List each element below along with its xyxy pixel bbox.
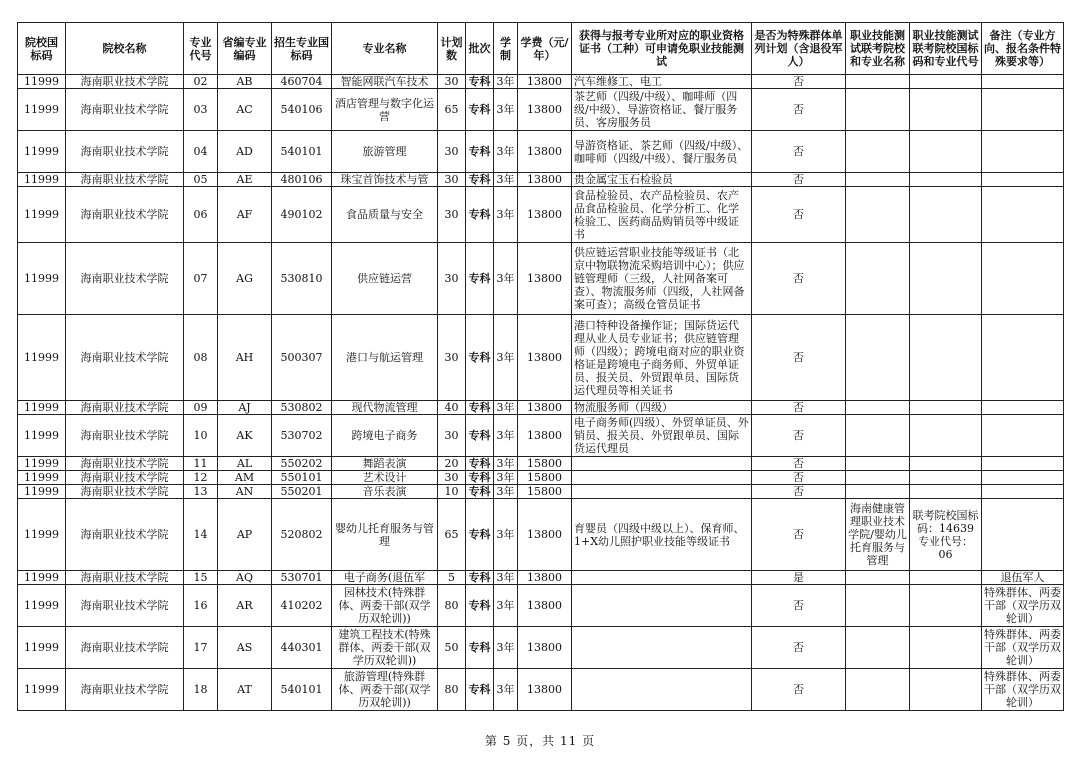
cell-province-major-code: AP bbox=[218, 499, 272, 571]
cell-joint-test-school: 海南健康管理职业技术学院/婴幼儿托育服务与管理 bbox=[846, 499, 910, 571]
header-major-number: 专业代号 bbox=[184, 23, 218, 75]
cell-province-major-code: AJ bbox=[218, 401, 272, 415]
cell-major-name: 珠宝首饰技术与管 bbox=[332, 173, 438, 187]
table-row bbox=[18, 243, 1064, 315]
cell-province-major-code: AQ bbox=[218, 571, 272, 585]
cell-tuition: 15800 bbox=[518, 471, 572, 485]
cell-tuition: 13800 bbox=[518, 187, 572, 243]
table-body bbox=[18, 75, 1064, 711]
cell-certificates: 汽车维修工、电工 bbox=[572, 75, 752, 89]
cell-remarks: 特殊群体、两委干部（双学历双轮训） bbox=[982, 669, 1064, 711]
cell-major-name: 婴幼儿托育服务与管理 bbox=[332, 499, 438, 571]
header-joint-test-code: 职业技能测试联考院校国标码和专业代号 bbox=[910, 23, 982, 75]
cell-tuition: 13800 bbox=[518, 315, 572, 401]
table-row bbox=[18, 571, 1064, 585]
cell-major-name: 园林技术(特殊群体、两委干部(双学历双轮训)) bbox=[332, 585, 438, 627]
cell-joint-test-code bbox=[910, 89, 982, 131]
cell-major-number: 17 bbox=[184, 627, 218, 669]
cell-batch: 专科 bbox=[466, 131, 494, 173]
cell-special-group: 否 bbox=[752, 585, 846, 627]
cell-joint-test-code bbox=[910, 627, 982, 669]
cell-remarks bbox=[982, 243, 1064, 315]
cell-plan-count: 5 bbox=[438, 571, 466, 585]
cell-major-national-code: 460704 bbox=[272, 75, 332, 89]
cell-remarks: 退伍军人 bbox=[982, 571, 1064, 585]
cell-tuition: 15800 bbox=[518, 457, 572, 471]
cell-province-major-code: AM bbox=[218, 471, 272, 485]
cell-duration: 3年 bbox=[494, 243, 518, 315]
cell-batch: 专科 bbox=[466, 457, 494, 471]
cell-joint-test-code bbox=[910, 457, 982, 471]
cell-school-name: 海南职业技术学院 bbox=[66, 585, 184, 627]
cell-school-name: 海南职业技术学院 bbox=[66, 75, 184, 89]
page-footer: 第 5 页，共 11 页 bbox=[484, 734, 596, 748]
header-batch: 批次 bbox=[466, 23, 494, 75]
cell-joint-test-code bbox=[910, 187, 982, 243]
cell-plan-count: 30 bbox=[438, 471, 466, 485]
cell-school-name: 海南职业技术学院 bbox=[66, 243, 184, 315]
cell-tuition: 13800 bbox=[518, 173, 572, 187]
cell-duration: 3年 bbox=[494, 627, 518, 669]
cell-remarks bbox=[982, 415, 1064, 457]
cell-school-code: 11999 bbox=[18, 243, 66, 315]
cell-certificates bbox=[572, 471, 752, 485]
cell-certificates bbox=[572, 457, 752, 471]
cell-joint-test-school bbox=[846, 627, 910, 669]
cell-remarks bbox=[982, 75, 1064, 89]
cell-school-code: 11999 bbox=[18, 485, 66, 499]
cell-plan-count: 65 bbox=[438, 499, 466, 571]
header-major-name: 专业名称 bbox=[332, 23, 438, 75]
cell-school-code: 11999 bbox=[18, 173, 66, 187]
cell-school-code: 11999 bbox=[18, 75, 66, 89]
cell-plan-count: 30 bbox=[438, 315, 466, 401]
header-special-group: 是否为特殊群体单列计划（含退役军人） bbox=[752, 23, 846, 75]
cell-major-number: 04 bbox=[184, 131, 218, 173]
cell-major-number: 13 bbox=[184, 485, 218, 499]
table-row bbox=[18, 75, 1064, 89]
header-remarks: 备注（专业方向、报名条件特殊要求等） bbox=[982, 23, 1064, 75]
cell-plan-count: 80 bbox=[438, 585, 466, 627]
cell-joint-test-code bbox=[910, 585, 982, 627]
header-school-code: 院校国标码 bbox=[18, 23, 66, 75]
cell-special-group: 否 bbox=[752, 131, 846, 173]
cell-batch: 专科 bbox=[466, 243, 494, 315]
cell-special-group: 否 bbox=[752, 75, 846, 89]
cell-school-name: 海南职业技术学院 bbox=[66, 457, 184, 471]
cell-joint-test-school bbox=[846, 485, 910, 499]
cell-certificates: 茶艺师（四级/中级）、咖啡师（四级/中级）、导游资格证、餐厅服务员、客房服务员 bbox=[572, 89, 752, 131]
cell-batch: 专科 bbox=[466, 415, 494, 457]
cell-province-major-code: AL bbox=[218, 457, 272, 471]
cell-remarks bbox=[982, 89, 1064, 131]
cell-plan-count: 30 bbox=[438, 131, 466, 173]
cell-special-group: 否 bbox=[752, 485, 846, 499]
cell-batch: 专科 bbox=[466, 471, 494, 485]
cell-province-major-code: AB bbox=[218, 75, 272, 89]
cell-plan-count: 30 bbox=[438, 187, 466, 243]
cell-province-major-code: AT bbox=[218, 669, 272, 711]
cell-school-name: 海南职业技术学院 bbox=[66, 89, 184, 131]
table-row bbox=[18, 131, 1064, 173]
cell-major-name: 旅游管理 bbox=[332, 131, 438, 173]
cell-major-national-code: 550201 bbox=[272, 485, 332, 499]
cell-duration: 3年 bbox=[494, 173, 518, 187]
cell-school-name: 海南职业技术学院 bbox=[66, 571, 184, 585]
cell-joint-test-code bbox=[910, 485, 982, 499]
cell-duration: 3年 bbox=[494, 669, 518, 711]
cell-province-major-code: AN bbox=[218, 485, 272, 499]
cell-batch: 专科 bbox=[466, 75, 494, 89]
cell-school-code: 11999 bbox=[18, 89, 66, 131]
cell-joint-test-school bbox=[846, 89, 910, 131]
cell-province-major-code: AR bbox=[218, 585, 272, 627]
cell-school-name: 海南职业技术学院 bbox=[66, 173, 184, 187]
header-province-major-code: 省编专业编码 bbox=[218, 23, 272, 75]
table-row bbox=[18, 173, 1064, 187]
cell-major-national-code: 520802 bbox=[272, 499, 332, 571]
cell-special-group: 否 bbox=[752, 187, 846, 243]
cell-school-code: 11999 bbox=[18, 131, 66, 173]
cell-remarks bbox=[982, 173, 1064, 187]
cell-major-number: 02 bbox=[184, 75, 218, 89]
cell-school-name: 海南职业技术学院 bbox=[66, 401, 184, 415]
cell-batch: 专科 bbox=[466, 315, 494, 401]
cell-joint-test-school bbox=[846, 571, 910, 585]
cell-major-national-code: 550202 bbox=[272, 457, 332, 471]
cell-special-group: 否 bbox=[752, 243, 846, 315]
cell-certificates bbox=[572, 571, 752, 585]
cell-certificates: 食品检验员、农产品检验员、农产品食品检验员、化学分析工、化学检验工、医药商品购销员等中级证书 bbox=[572, 187, 752, 243]
cell-school-name: 海南职业技术学院 bbox=[66, 415, 184, 457]
cell-joint-test-school bbox=[846, 131, 910, 173]
cell-major-national-code: 530810 bbox=[272, 243, 332, 315]
cell-major-national-code: 530702 bbox=[272, 415, 332, 457]
cell-duration: 3年 bbox=[494, 585, 518, 627]
cell-joint-test-school bbox=[846, 415, 910, 457]
table-header-row bbox=[18, 23, 1064, 75]
cell-major-national-code: 500307 bbox=[272, 315, 332, 401]
cell-batch: 专科 bbox=[466, 571, 494, 585]
cell-tuition: 13800 bbox=[518, 243, 572, 315]
cell-tuition: 13800 bbox=[518, 627, 572, 669]
cell-special-group: 否 bbox=[752, 471, 846, 485]
cell-major-name: 食品质量与安全 bbox=[332, 187, 438, 243]
cell-joint-test-code bbox=[910, 315, 982, 401]
cell-tuition: 13800 bbox=[518, 585, 572, 627]
cell-certificates: 电子商务师(四级）、外贸单证员、外销员、报关员、外贸跟单员、国际货运代理员 bbox=[572, 415, 752, 457]
cell-remarks bbox=[982, 471, 1064, 485]
cell-major-number: 08 bbox=[184, 315, 218, 401]
cell-plan-count: 65 bbox=[438, 89, 466, 131]
cell-school-name: 海南职业技术学院 bbox=[66, 499, 184, 571]
cell-special-group: 否 bbox=[752, 401, 846, 415]
cell-tuition: 13800 bbox=[518, 669, 572, 711]
cell-certificates bbox=[572, 669, 752, 711]
cell-major-number: 15 bbox=[184, 571, 218, 585]
cell-tuition: 13800 bbox=[518, 131, 572, 173]
cell-special-group: 否 bbox=[752, 173, 846, 187]
cell-province-major-code: AE bbox=[218, 173, 272, 187]
cell-joint-test-school bbox=[846, 173, 910, 187]
cell-major-name: 电子商务(退伍军 bbox=[332, 571, 438, 585]
cell-certificates: 港口特种设备操作证；国际货运代理从业人员专业证书；供应链管理师（四级）；跨境电商对应的职业资格证是跨境电子商务师、外贸单证员、报关员、外贸跟单员、国际货运代理员等相关证书 bbox=[572, 315, 752, 401]
cell-major-national-code: 440301 bbox=[272, 627, 332, 669]
cell-plan-count: 30 bbox=[438, 75, 466, 89]
cell-school-code: 11999 bbox=[18, 669, 66, 711]
cell-batch: 专科 bbox=[466, 89, 494, 131]
cell-major-national-code: 480106 bbox=[272, 173, 332, 187]
cell-duration: 3年 bbox=[494, 471, 518, 485]
cell-duration: 3年 bbox=[494, 75, 518, 89]
cell-duration: 3年 bbox=[494, 401, 518, 415]
cell-province-major-code: AF bbox=[218, 187, 272, 243]
cell-duration: 3年 bbox=[494, 131, 518, 173]
cell-province-major-code: AH bbox=[218, 315, 272, 401]
cell-remarks: 特殊群体、两委干部（双学历双轮训） bbox=[982, 627, 1064, 669]
cell-plan-count: 30 bbox=[438, 415, 466, 457]
table-row bbox=[18, 585, 1064, 627]
cell-major-name: 舞蹈表演 bbox=[332, 457, 438, 471]
cell-province-major-code: AC bbox=[218, 89, 272, 131]
cell-major-national-code: 410202 bbox=[272, 585, 332, 627]
cell-tuition: 13800 bbox=[518, 499, 572, 571]
cell-remarks bbox=[982, 499, 1064, 571]
table-row bbox=[18, 471, 1064, 485]
cell-major-name: 建筑工程技术(特殊群体、两委干部(双学历双轮训)) bbox=[332, 627, 438, 669]
header-tuition: 学费（元/年） bbox=[518, 23, 572, 75]
cell-major-number: 07 bbox=[184, 243, 218, 315]
cell-major-name: 酒店管理与数字化运营 bbox=[332, 89, 438, 131]
cell-joint-test-code bbox=[910, 571, 982, 585]
cell-plan-count: 20 bbox=[438, 457, 466, 471]
cell-joint-test-code bbox=[910, 131, 982, 173]
cell-special-group: 是 bbox=[752, 571, 846, 585]
cell-tuition: 15800 bbox=[518, 485, 572, 499]
cell-batch: 专科 bbox=[466, 485, 494, 499]
cell-batch: 专科 bbox=[466, 669, 494, 711]
table-row bbox=[18, 499, 1064, 571]
cell-remarks bbox=[982, 187, 1064, 243]
table-row bbox=[18, 627, 1064, 669]
table-row bbox=[18, 485, 1064, 499]
cell-major-number: 03 bbox=[184, 89, 218, 131]
cell-joint-test-code bbox=[910, 243, 982, 315]
cell-duration: 3年 bbox=[494, 571, 518, 585]
cell-major-name: 现代物流管理 bbox=[332, 401, 438, 415]
cell-school-code: 11999 bbox=[18, 627, 66, 669]
cell-certificates bbox=[572, 627, 752, 669]
cell-duration: 3年 bbox=[494, 315, 518, 401]
cell-duration: 3年 bbox=[494, 457, 518, 471]
header-joint-test-school: 职业技能测试联考院校和专业名称 bbox=[846, 23, 910, 75]
cell-joint-test-code: 联考院校国标码：14639专业代号：06 bbox=[910, 499, 982, 571]
cell-school-code: 11999 bbox=[18, 187, 66, 243]
cell-school-code: 11999 bbox=[18, 585, 66, 627]
cell-joint-test-school bbox=[846, 401, 910, 415]
cell-major-national-code: 530802 bbox=[272, 401, 332, 415]
cell-major-name: 智能网联汽车技术 bbox=[332, 75, 438, 89]
table-row bbox=[18, 89, 1064, 131]
cell-province-major-code: AK bbox=[218, 415, 272, 457]
cell-plan-count: 40 bbox=[438, 401, 466, 415]
table-row bbox=[18, 315, 1064, 401]
cell-province-major-code: AD bbox=[218, 131, 272, 173]
header-school-name: 院校名称 bbox=[66, 23, 184, 75]
cell-joint-test-code bbox=[910, 471, 982, 485]
cell-certificates bbox=[572, 485, 752, 499]
cell-major-national-code: 490102 bbox=[272, 187, 332, 243]
cell-certificates: 贵金属宝玉石检验员 bbox=[572, 173, 752, 187]
cell-remarks bbox=[982, 131, 1064, 173]
cell-special-group: 否 bbox=[752, 415, 846, 457]
cell-joint-test-school bbox=[846, 471, 910, 485]
cell-school-name: 海南职业技术学院 bbox=[66, 471, 184, 485]
cell-plan-count: 80 bbox=[438, 669, 466, 711]
cell-province-major-code: AG bbox=[218, 243, 272, 315]
cell-plan-count: 30 bbox=[438, 173, 466, 187]
cell-major-name: 供应链运营 bbox=[332, 243, 438, 315]
cell-major-name: 音乐表演 bbox=[332, 485, 438, 499]
cell-major-national-code: 550101 bbox=[272, 471, 332, 485]
cell-school-code: 11999 bbox=[18, 315, 66, 401]
cell-remarks bbox=[982, 485, 1064, 499]
cell-major-number: 09 bbox=[184, 401, 218, 415]
cell-school-name: 海南职业技术学院 bbox=[66, 315, 184, 401]
cell-duration: 3年 bbox=[494, 415, 518, 457]
cell-joint-test-code bbox=[910, 415, 982, 457]
cell-batch: 专科 bbox=[466, 499, 494, 571]
cell-major-name: 艺术设计 bbox=[332, 471, 438, 485]
cell-tuition: 13800 bbox=[518, 415, 572, 457]
cell-batch: 专科 bbox=[466, 401, 494, 415]
cell-school-name: 海南职业技术学院 bbox=[66, 669, 184, 711]
cell-certificates: 供应链运营职业技能等级证书（北京中物联物流采购培训中心）；供应链管理师（三级，人社网备案可查）、物流服务师（四级，人社网备案可查）；高级仓管员证书 bbox=[572, 243, 752, 315]
table-row bbox=[18, 401, 1064, 415]
cell-certificates: 物流服务师（四级） bbox=[572, 401, 752, 415]
cell-plan-count: 10 bbox=[438, 485, 466, 499]
header-major-national-code: 招生专业国标码 bbox=[272, 23, 332, 75]
cell-plan-count: 50 bbox=[438, 627, 466, 669]
cell-school-name: 海南职业技术学院 bbox=[66, 187, 184, 243]
cell-certificates: 育婴员（四级中级以上）、保育师、1+X幼儿照护职业技能等级证书 bbox=[572, 499, 752, 571]
cell-special-group: 否 bbox=[752, 89, 846, 131]
table-row bbox=[18, 669, 1064, 711]
cell-joint-test-school bbox=[846, 585, 910, 627]
cell-remarks: 特殊群体、两委干部（双学历双轮训） bbox=[982, 585, 1064, 627]
cell-special-group: 否 bbox=[752, 457, 846, 471]
cell-tuition: 13800 bbox=[518, 571, 572, 585]
cell-joint-test-code bbox=[910, 401, 982, 415]
cell-school-name: 海南职业技术学院 bbox=[66, 485, 184, 499]
cell-school-code: 11999 bbox=[18, 471, 66, 485]
cell-school-code: 11999 bbox=[18, 415, 66, 457]
cell-tuition: 13800 bbox=[518, 75, 572, 89]
cell-major-name: 跨境电子商务 bbox=[332, 415, 438, 457]
cell-major-number: 11 bbox=[184, 457, 218, 471]
cell-duration: 3年 bbox=[494, 499, 518, 571]
cell-remarks bbox=[982, 315, 1064, 401]
cell-remarks bbox=[982, 457, 1064, 471]
cell-school-name: 海南职业技术学院 bbox=[66, 131, 184, 173]
cell-major-name: 旅游管理(特殊群体、两委干部(双学历双轮训)) bbox=[332, 669, 438, 711]
cell-joint-test-school bbox=[846, 243, 910, 315]
cell-joint-test-code bbox=[910, 173, 982, 187]
cell-special-group: 否 bbox=[752, 627, 846, 669]
cell-school-code: 11999 bbox=[18, 499, 66, 571]
cell-certificates: 导游资格证、茶艺师（四级/中级）、咖啡师（四级/中级）、餐厅服务员 bbox=[572, 131, 752, 173]
cell-joint-test-school bbox=[846, 669, 910, 711]
cell-joint-test-school bbox=[846, 315, 910, 401]
cell-tuition: 13800 bbox=[518, 89, 572, 131]
cell-major-number: 18 bbox=[184, 669, 218, 711]
cell-school-code: 11999 bbox=[18, 571, 66, 585]
table-row bbox=[18, 457, 1064, 471]
cell-major-number: 16 bbox=[184, 585, 218, 627]
cell-certificates bbox=[572, 585, 752, 627]
cell-joint-test-code bbox=[910, 669, 982, 711]
cell-major-number: 12 bbox=[184, 471, 218, 485]
cell-major-number: 14 bbox=[184, 499, 218, 571]
cell-school-code: 11999 bbox=[18, 457, 66, 471]
header-certificates: 获得与报考专业所对应的职业资格证书（工种）可申请免职业技能测试 bbox=[572, 23, 752, 75]
cell-duration: 3年 bbox=[494, 485, 518, 499]
cell-major-national-code: 540106 bbox=[272, 89, 332, 131]
cell-batch: 专科 bbox=[466, 585, 494, 627]
cell-major-national-code: 530701 bbox=[272, 571, 332, 585]
cell-duration: 3年 bbox=[494, 187, 518, 243]
cell-major-number: 05 bbox=[184, 173, 218, 187]
table-row bbox=[18, 187, 1064, 243]
table-row bbox=[18, 415, 1064, 457]
header-duration: 学制 bbox=[494, 23, 518, 75]
admission-plan-table bbox=[17, 22, 1064, 711]
cell-special-group: 否 bbox=[752, 669, 846, 711]
cell-major-name: 港口与航运管理 bbox=[332, 315, 438, 401]
cell-school-code: 11999 bbox=[18, 401, 66, 415]
cell-major-number: 06 bbox=[184, 187, 218, 243]
cell-plan-count: 30 bbox=[438, 243, 466, 315]
cell-special-group: 否 bbox=[752, 315, 846, 401]
cell-special-group: 否 bbox=[752, 499, 846, 571]
cell-joint-test-school bbox=[846, 457, 910, 471]
cell-batch: 专科 bbox=[466, 187, 494, 243]
cell-joint-test-school bbox=[846, 187, 910, 243]
cell-batch: 专科 bbox=[466, 173, 494, 187]
cell-major-national-code: 540101 bbox=[272, 669, 332, 711]
cell-school-name: 海南职业技术学院 bbox=[66, 627, 184, 669]
cell-major-number: 10 bbox=[184, 415, 218, 457]
cell-batch: 专科 bbox=[466, 627, 494, 669]
admission-plan-table-wrapper bbox=[17, 22, 1063, 711]
cell-joint-test-school bbox=[846, 75, 910, 89]
header-plan-count: 计划数 bbox=[438, 23, 466, 75]
cell-tuition: 13800 bbox=[518, 401, 572, 415]
cell-duration: 3年 bbox=[494, 89, 518, 131]
cell-joint-test-code bbox=[910, 75, 982, 89]
cell-province-major-code: AS bbox=[218, 627, 272, 669]
cell-remarks bbox=[982, 401, 1064, 415]
cell-major-national-code: 540101 bbox=[272, 131, 332, 173]
